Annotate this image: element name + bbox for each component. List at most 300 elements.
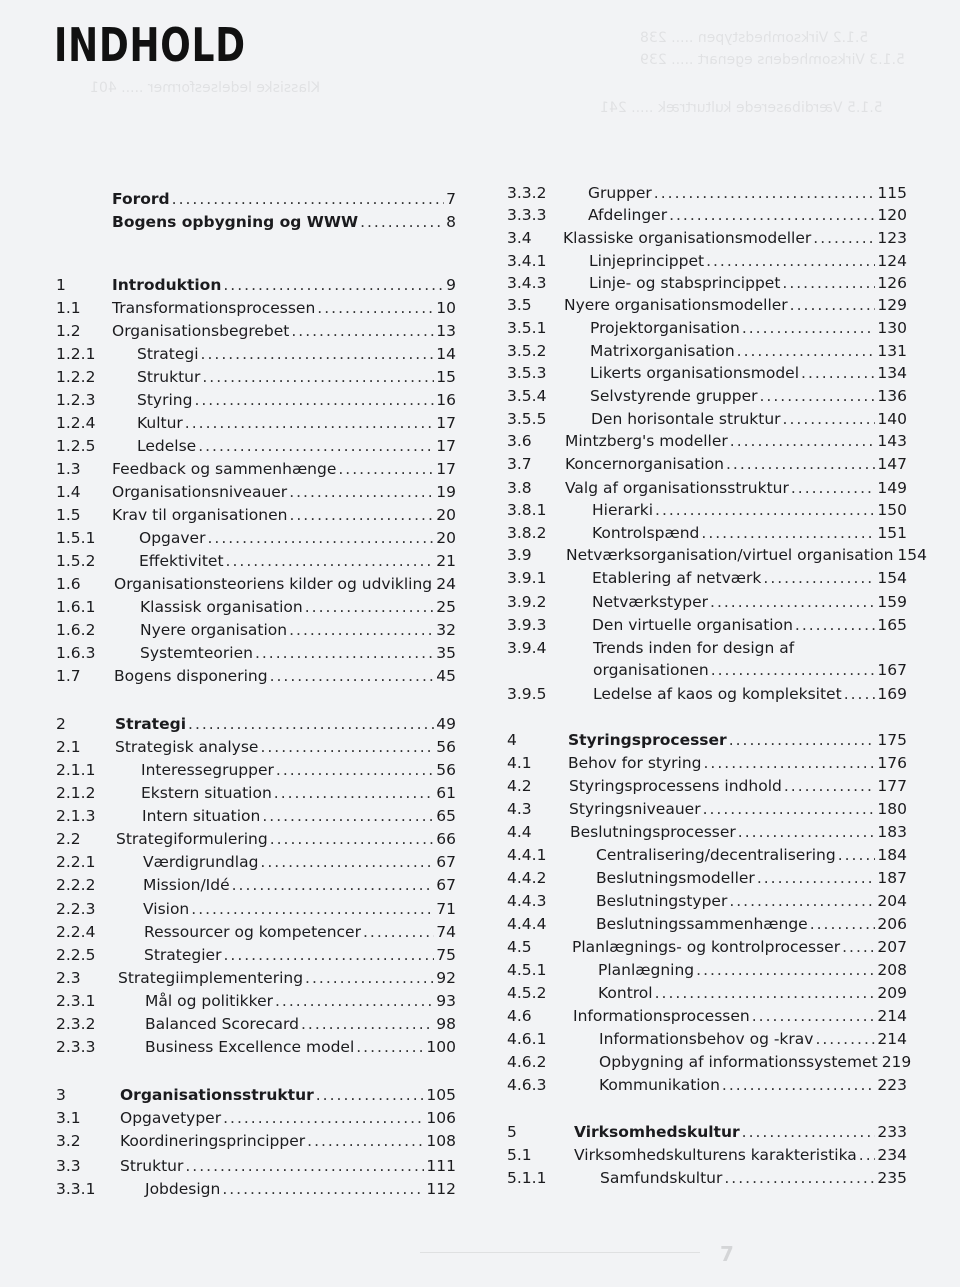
toc-entry-page: 120 [877,206,907,224]
toc-entry [56,1107,456,1129]
dot-leader [232,874,435,896]
toc-entry-page: 93 [436,992,456,1010]
toc-entry-page: 100 [426,1038,456,1056]
toc-entry [56,874,456,896]
toc-entry-number: 1.5 [56,506,81,524]
toc-entry-title: Den virtuelle organisation [592,616,793,634]
toc-entry-title: Bogens disponering [114,667,268,685]
toc-entry-title: Ledelse af kaos og kompleksitet [593,685,842,703]
toc-entry-body [142,805,456,827]
toc-entry [56,782,456,804]
toc-entry-page: 7 [446,190,456,208]
toc-entry-title: Hierarki [592,501,654,519]
toc-entry-number: 4.6.1 [507,1030,547,1048]
toc-entry-number: 2.3.3 [56,1038,96,1056]
toc-entry-body [140,619,456,641]
dot-leader [726,453,875,475]
toc-entry-body [596,867,907,889]
toc-entry [56,274,456,296]
toc-entry-number: 1.1 [56,299,81,317]
toc-entry-page: 17 [436,414,456,432]
toc-entry-body [112,481,456,503]
toc-entry-title: Strategiformulering [116,830,268,848]
toc-entry-page: 17 [436,437,456,455]
dot-leader [207,527,434,549]
toc-entry-number: 3 [56,1086,66,1104]
toc-entry-title: Ledelse [137,437,197,455]
toc-entry-number: 4.1 [507,754,532,772]
toc-entry-title: Organisationsstruktur [120,1086,314,1104]
toc-entry [56,921,456,943]
dot-leader [301,1013,434,1035]
toc-entry-body [598,959,907,981]
toc-entry-page: 214 [877,1030,907,1048]
toc-entry-page: 136 [877,387,907,405]
toc-entry-number: 3.9.4 [507,639,547,657]
toc-entry-page: 154 [897,546,927,564]
toc-entry-body [145,1013,456,1035]
toc-entry-number: 2 [56,715,66,733]
toc-entry [56,458,456,480]
toc-entry-number: 1.6.1 [56,598,96,616]
toc-entry-page: 45 [436,667,456,685]
toc-entry [507,867,907,889]
dot-leader [198,435,434,457]
toc-entry-title: Effektivitet [139,552,224,570]
toc-entry-title: Koordineringsprincipper [120,1132,306,1150]
toc-entry-title: Vision [143,900,190,918]
dot-leader [838,844,876,866]
toc-entry-page: 111 [426,1157,456,1175]
toc-entry-page: 129 [877,296,907,314]
dot-leader [711,659,876,681]
dot-leader [706,250,875,272]
toc-entry-page: 169 [877,685,907,703]
dot-leader [844,683,876,705]
toc-entry-number: 3.5.3 [507,364,547,382]
toc-entry [56,736,456,758]
toc-entry-number: 4.6.2 [507,1053,547,1071]
toc-entry-page: 92 [436,969,456,987]
toc-entry [56,642,456,664]
toc-entry-body [591,408,907,430]
toc-entry [56,389,456,411]
toc-entry-page: 223 [877,1076,907,1094]
toc-entry-body [144,921,456,943]
dot-leader [801,362,875,384]
toc-entry-page: 124 [877,252,907,270]
toc-entry-title: Organisationsniveauer [112,483,288,501]
toc-entry-body [599,1051,912,1073]
toc-entry-page: 219 [881,1053,912,1071]
toc-entry-body [120,1130,456,1152]
dot-leader [223,274,444,296]
dot-leader [782,272,875,294]
dot-leader [274,782,434,804]
toc-entry-page: 67 [436,853,456,871]
dot-leader [194,389,434,411]
toc-entry-number: 4.4.2 [507,869,547,887]
toc-entry [507,729,907,751]
dot-leader [289,619,434,641]
toc-entry-number: 3.1 [56,1109,81,1127]
dot-leader [815,1028,875,1050]
toc-entry-title: Klassisk organisation [140,598,303,616]
toc-entry-title: Styringsprocessens indhold [569,777,782,795]
toc-entry-page: 147 [877,455,907,473]
toc-entry-page: 184 [877,846,907,864]
toc-entry [56,550,456,572]
toc-entry-page: 15 [436,368,456,386]
toc-entry-title: Netværkstyper [592,593,709,611]
toc-entry-title: Kultur [137,414,183,432]
toc-entry-page: 75 [436,946,456,964]
toc-entry-page: 143 [877,432,907,450]
toc-entry-page: 108 [426,1132,456,1150]
toc-entry-body [574,1121,907,1143]
dot-leader [722,1074,875,1096]
toc-entry-body [137,366,456,388]
toc-entry-page: 123 [877,229,907,247]
toc-entry-title: Linjeprincippet [589,252,705,270]
toc-entry-page: 183 [877,823,907,841]
dot-leader [223,944,434,966]
toc-entry-body [116,828,456,850]
dot-leader [202,366,434,388]
dot-leader [757,867,876,889]
toc-entry-body [114,665,456,687]
toc-entry [56,211,456,233]
toc-entry-number: 1.2.1 [56,345,96,363]
toc-entry-title: Virksomhedskulturens karakteristika [574,1146,857,1164]
toc-entry-page: 177 [877,777,907,795]
toc-entry-number: 2.2.4 [56,923,96,941]
dot-leader [730,430,876,452]
toc-entry-title: Organisationsbegrebet [112,322,290,340]
toc-entry-page: 209 [877,984,907,1002]
toc-entry-title: Styringsniveauer [569,800,701,818]
toc-entry [56,527,456,549]
toc-entry-title: Strategi [137,345,199,363]
toc-entry-title: Styring [137,391,193,409]
toc-entry-title: Koncernorganisation [565,455,724,473]
dot-leader [223,1107,424,1129]
toc-entry-page: 98 [436,1015,456,1033]
toc-entry-number: 1.2.5 [56,437,96,455]
toc-entry [56,366,456,388]
toc-entry-number: 3.4 [507,229,532,247]
dot-leader [255,642,434,664]
dot-leader [275,990,434,1012]
toc-entry [56,1084,456,1106]
toc-entry-page: 14 [436,345,456,363]
toc-entry-title: Strategiimplementering [118,969,304,987]
toc-entry-body [588,182,907,204]
toc-entry [507,453,907,475]
toc-entry-page: 21 [436,552,456,570]
dot-leader [784,775,876,797]
toc-entry-title: Centralisering/decentralisering [596,846,836,864]
dot-leader [696,959,875,981]
toc-entry-title: Afdelinger [588,206,668,224]
dot-leader [763,567,875,589]
toc-entry-body [565,477,907,499]
toc-entry-page: 206 [877,915,907,933]
footer-page-number [720,1242,737,1266]
toc-entry [56,1013,456,1035]
toc-entry-body [141,759,456,781]
toc-entry-number: 1.5.2 [56,552,96,570]
toc-entry-number: 2.2.3 [56,900,96,918]
toc-entry-body [573,1005,907,1027]
toc-entry [56,990,456,1012]
toc-entry-number: 1 [56,276,66,294]
toc-entry-page: 187 [877,869,907,887]
dot-leader [307,1130,424,1152]
toc-entry-page: 131 [877,342,907,360]
toc-entry [507,294,907,316]
dot-leader [316,1084,425,1106]
toc-entry-number: 2.3 [56,969,81,987]
toc-entry-number: 1.2.4 [56,414,96,432]
toc-entry [507,1121,907,1143]
dot-leader [742,1121,876,1143]
toc-entry-body [112,458,456,480]
toc-entry [507,982,907,1004]
dot-leader [317,297,434,319]
toc-entry-body [590,340,907,362]
toc-entry-number: 3.9.3 [507,616,547,634]
toc-entry-page: 154 [877,569,907,587]
toc-entry-body [120,1084,456,1106]
toc-entry-page: 233 [877,1123,907,1141]
toc-entry [507,1144,907,1166]
toc-entry [507,959,907,981]
toc-entry-title: Nyere organisationsmodeller [564,296,788,314]
toc-entry-number: 3.4.3 [507,274,547,292]
toc-entry-page: 106 [426,1109,456,1127]
toc-entry-title: Struktur [137,368,201,386]
toc-entry-number: 2.1.1 [56,761,96,779]
toc-entry [507,637,907,659]
toc-entry-body [112,274,456,296]
toc-entry-page: 180 [877,800,907,818]
toc-entry-body [596,913,907,935]
toc-entry [507,844,907,866]
toc-entry [56,805,456,827]
dot-leader [363,921,434,943]
toc-entry-body [593,683,907,705]
toc-entry-number: 4.3 [507,800,532,818]
toc-entry-title: Krav til organisationen [112,506,288,524]
toc-entry-title: Planlægnings- og kontrolprocesser [572,938,841,956]
toc-entry-title: Strategier [144,946,222,964]
toc-entry-title: Samfundskultur [600,1169,723,1187]
toc-entry [56,828,456,850]
toc-entry [507,477,907,499]
toc-entry-title: Struktur [120,1157,184,1175]
dot-leader [703,752,875,774]
toc-entry-body [566,544,927,566]
toc-entry-body [590,362,907,384]
toc-entry-number: 3.3.3 [507,206,547,224]
dot-leader [305,596,435,618]
toc-entry-number: 3.3.1 [56,1180,96,1198]
toc-entry-body [114,573,456,595]
dot-leader [724,1167,875,1189]
toc-entry-number: 1.2.2 [56,368,96,386]
toc-entry-page: 20 [436,529,456,547]
toc-entry [56,412,456,434]
toc-entry-title: Forord [112,190,170,208]
dot-leader [222,1178,424,1200]
toc-entry-body [589,272,907,294]
toc-entry [507,362,907,384]
toc-entry-body [112,297,456,319]
toc-entry-page: 56 [436,761,456,779]
toc-entry-page: 61 [436,784,456,802]
toc-entry-number: 2.3.2 [56,1015,96,1033]
page-title: INDHOLD [54,18,246,72]
dot-leader [790,294,876,316]
toc-entry-body [570,821,907,843]
toc-entry-body [565,453,907,475]
toc-entry-page: 115 [877,184,907,202]
toc-entry-number: 3.9.5 [507,685,547,703]
toc-entry-page: 25 [436,598,456,616]
toc-entry-body [596,844,907,866]
dot-leader [752,1005,876,1027]
toc-entry-body [563,227,907,249]
toc-entry-page: 10 [436,299,456,317]
toc-entry-title: Introduktion [112,276,222,294]
toc-entry-page: 16 [436,391,456,409]
dot-leader [710,591,875,613]
toc-entry-body [589,250,907,272]
toc-entry-body [112,188,456,210]
toc-entry-title: Opgaver [139,529,206,547]
toc-entry [507,821,907,843]
toc-entry-number: 4.4.4 [507,915,547,933]
toc-entry-body [599,1028,907,1050]
toc-entry-body [593,637,907,659]
toc-entry [56,759,456,781]
toc-entry-body [569,775,907,797]
dot-leader [260,851,434,873]
toc-entry-number: 3.9.1 [507,569,547,587]
toc-entry [507,340,907,362]
toc-entry-number: 3.8 [507,479,532,497]
dot-leader [737,340,876,362]
toc-entry-title: Kommunikation [599,1076,720,1094]
toc-entry-title: Trends inden for design af [593,639,795,657]
toc-entry-number: 3.3.2 [507,184,547,202]
toc-entry-number: 4.4.1 [507,846,547,864]
toc-entry-page: 13 [436,322,456,340]
toc-entry-title: Beslutningstyper [596,892,728,910]
toc-entry-title: Informationsprocessen [573,1007,750,1025]
toc-entry-page: 19 [436,483,456,501]
toc-entry-title: Intern situation [142,807,261,825]
toc-entry-page: 67 [436,876,456,894]
toc-entry-number: 1.3 [56,460,81,478]
bleed-through-text: 5.1.2 Virksomhedstypen ..... 238 [640,30,869,46]
toc-entry-body [596,890,907,912]
toc-entry-title: Kontrol [598,984,653,1002]
toc-entry-title: Balanced Scorecard [145,1015,299,1033]
toc-entry [507,614,907,636]
dot-leader [305,967,434,989]
toc-entry-number: 5.1.1 [507,1169,547,1187]
dot-leader [226,550,435,572]
toc-entry [507,544,927,566]
toc-entry-body [140,642,456,664]
toc-entry [507,591,907,613]
toc-entry [507,1028,907,1050]
toc-entry-page: 159 [877,593,907,611]
bleed-through-text: Klassiske ledelsesformer ..... 401 [90,80,321,96]
toc-entry [507,798,907,820]
toc-entry-number: 3.5 [507,296,532,314]
toc-entry [56,967,456,989]
toc-entry-page: 140 [877,410,907,428]
toc-entry [507,204,907,226]
toc-entry-page: 35 [436,644,456,662]
toc-entry-title: Den horisontale struktur [591,410,781,428]
toc-entry-page: 8 [446,213,456,231]
toc-entry-title: Interessegrupper [141,761,274,779]
toc-entry-number: 3.5.1 [507,319,547,337]
toc-entry [507,385,907,407]
dot-leader [360,211,444,233]
toc-entry-number: 3.9 [507,546,532,564]
toc-entry [56,188,456,210]
toc-entry [56,435,456,457]
toc-entry [507,272,907,294]
toc-entry-body [115,713,456,735]
toc-entry-body [592,522,907,544]
dot-leader [262,805,434,827]
toc-entry-number: 4.5.2 [507,984,547,1002]
toc-entry-body [590,317,907,339]
dot-leader [654,182,876,204]
dot-leader [842,936,875,958]
toc-entry-body [143,874,456,896]
toc-entry-number: 3.6 [507,432,532,450]
dot-leader [729,890,875,912]
toc-entry [56,1155,456,1177]
toc-entry-number: 4.4.3 [507,892,547,910]
toc-entry [507,752,907,774]
toc-entry [507,522,907,544]
dot-leader [810,913,876,935]
dot-leader [795,614,876,636]
toc-entry [56,343,456,365]
toc-entry-title: Mission/Idé [143,876,230,894]
toc-entry-number: 3.3 [56,1157,81,1175]
dot-leader [701,522,875,544]
toc-entry-title: Beslutningsmodeller [596,869,755,887]
toc-entry-body [590,385,907,407]
dot-leader [356,1036,424,1058]
toc-entry-body [574,1144,907,1166]
toc-entry-number: 2.3.1 [56,992,96,1010]
toc-entry [507,890,907,912]
dot-leader [172,188,444,210]
toc-entry-body [588,204,907,226]
toc-entry-page: 175 [877,731,907,749]
toc-entry [507,430,907,452]
